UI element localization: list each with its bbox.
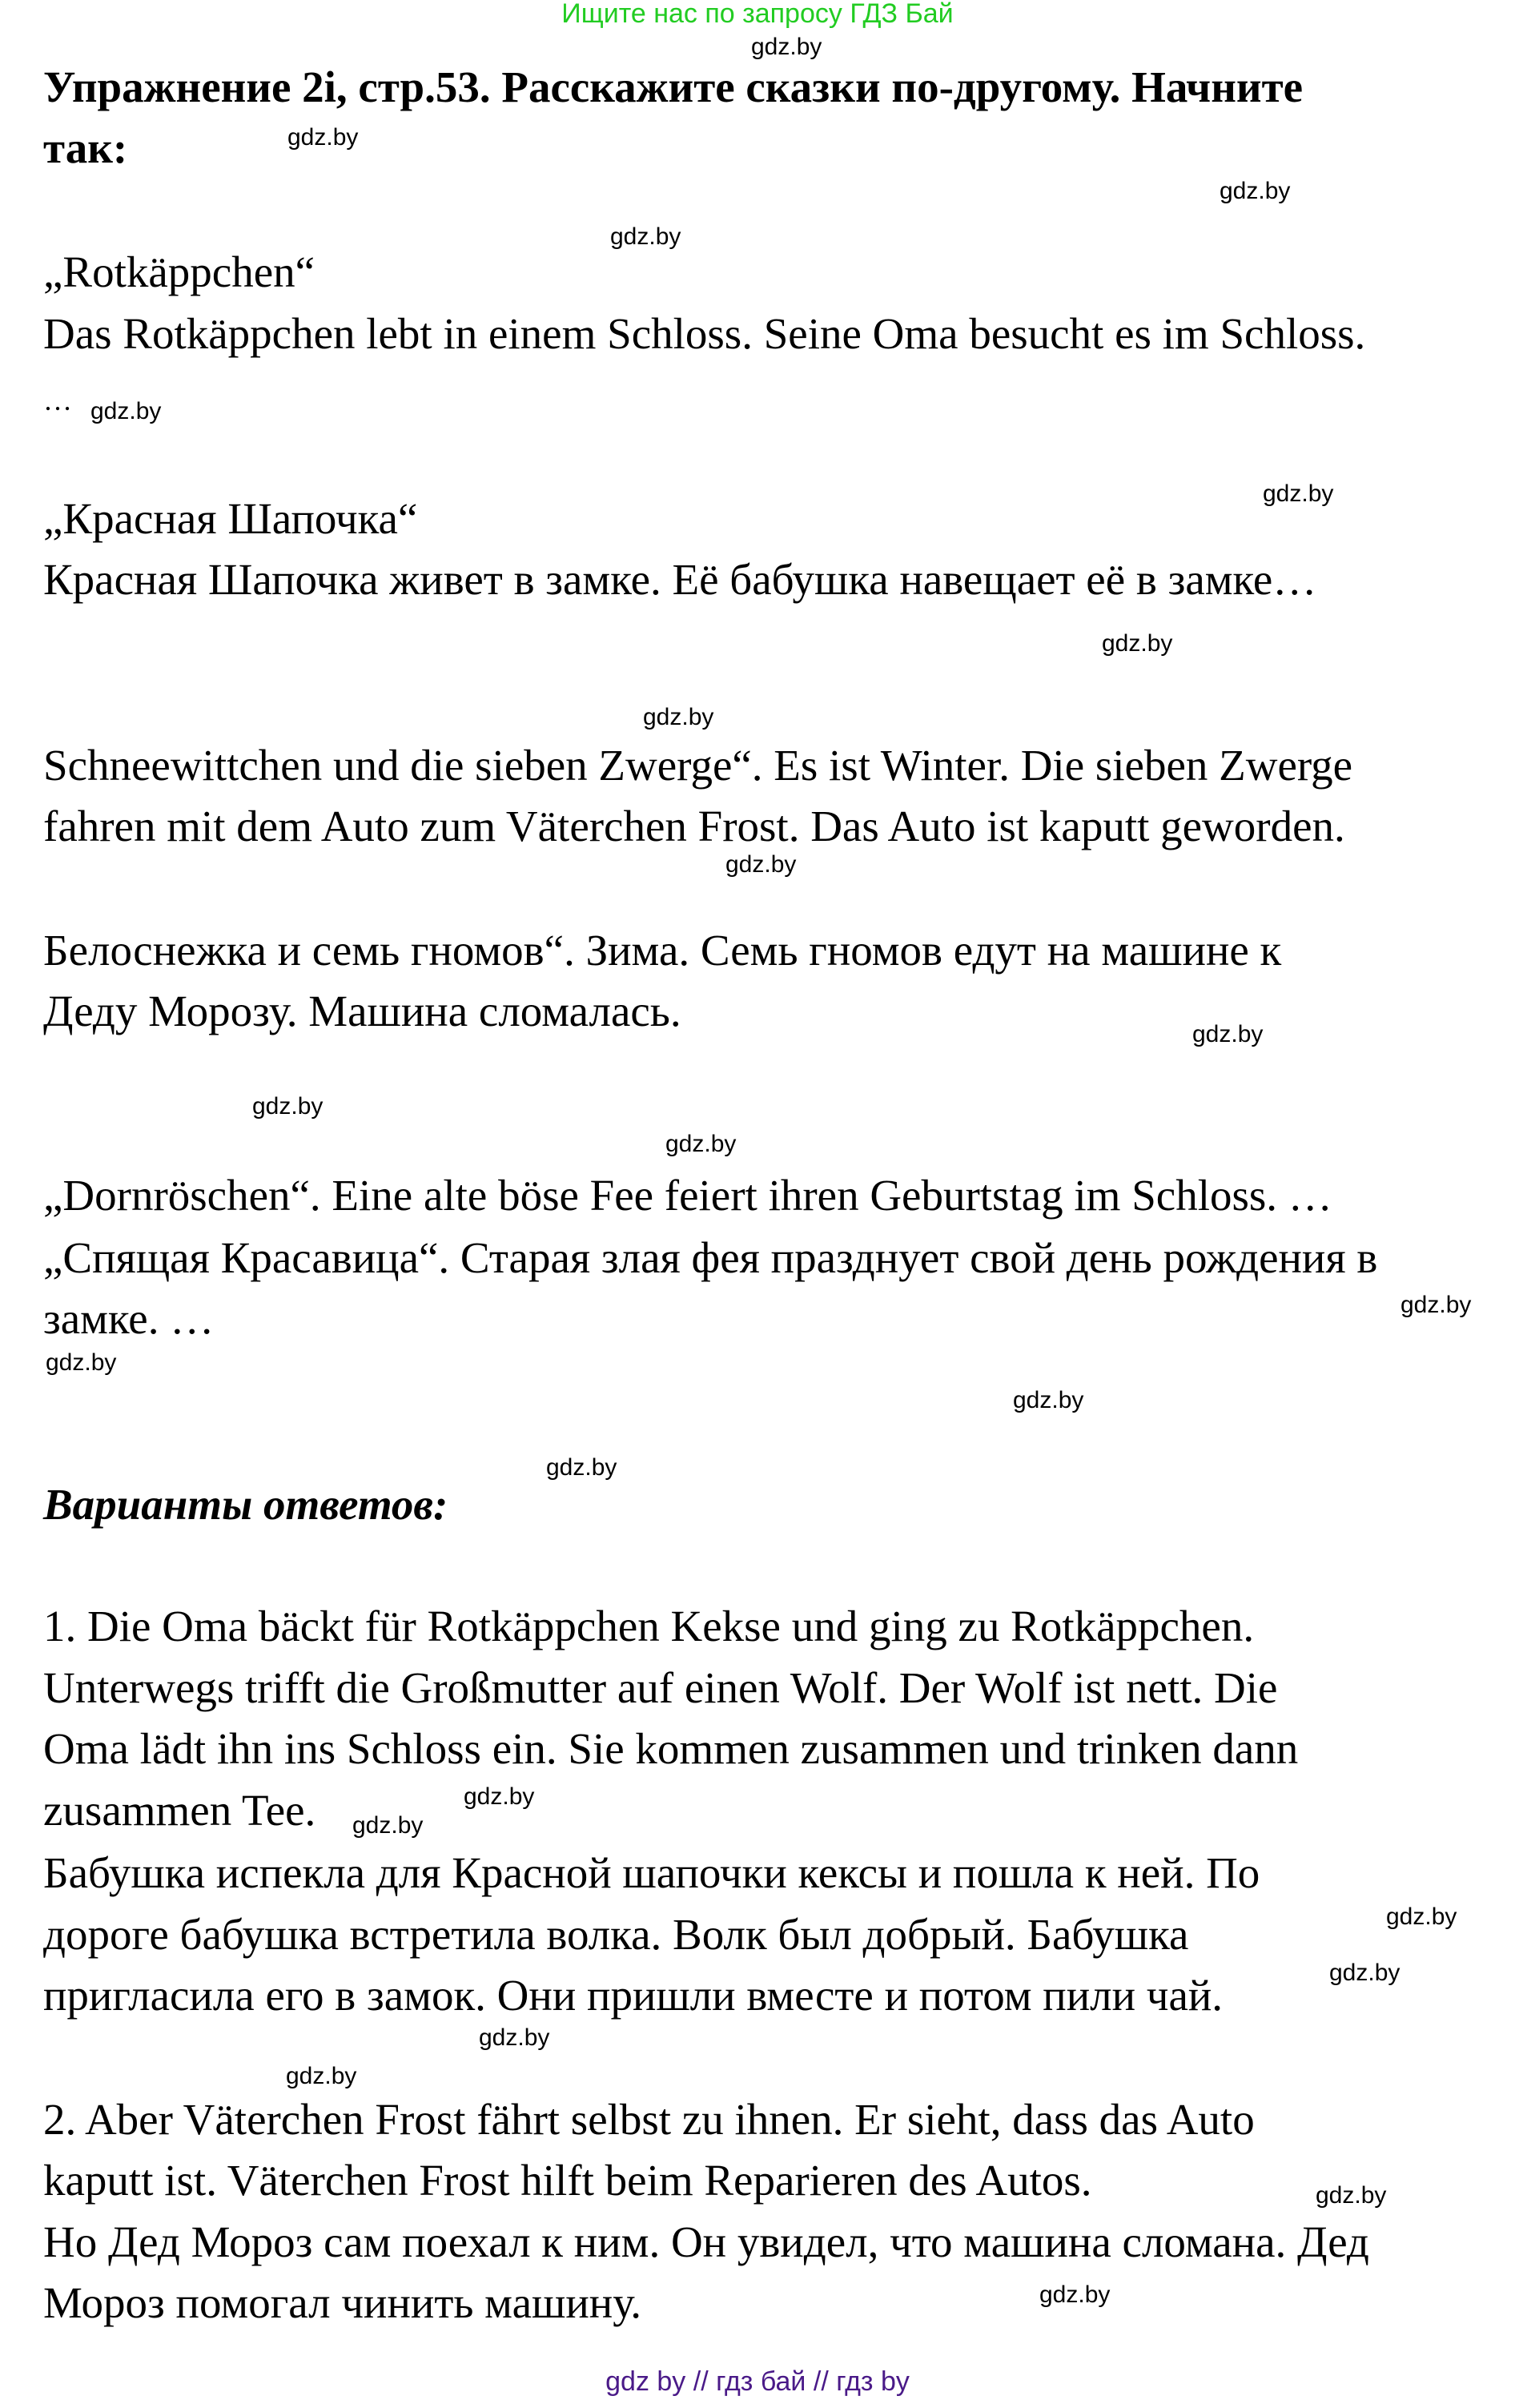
answer-line: 2. Aber Väterchen Frost fährt selbst zu ihnen. Er sieht, dass das Auto (43, 2095, 1255, 2144)
task-line: „Красная Шапочка“ (43, 494, 418, 543)
watermark: gdz.by (751, 34, 822, 60)
answer-line: дороге бабушка встретила волка. Волк был добрый. Бабушка (43, 1910, 1189, 1959)
watermark: gdz.by (287, 124, 359, 151)
watermark: gdz.by (286, 2063, 357, 2089)
task-line: Das Rotkäppchen lebt in einem Schloss. Seine Oma besucht es im Schloss. (43, 309, 1366, 358)
watermark: gdz.by (464, 1783, 535, 1810)
answer-line: kaputt ist. Väterchen Frost hilft beim Reparieren des Autos. (43, 2156, 1092, 2205)
watermark: gdz.by (1329, 1960, 1400, 1986)
watermark: gdz.by (725, 851, 797, 878)
task-line: … (43, 384, 72, 416)
watermark: gdz.by (1263, 480, 1334, 507)
answer-line: пригласила его в замок. Они пришли вместе и потом пили чай. (43, 1971, 1224, 2020)
task-line: Красная Шапочка живет в замке. Её бабушка навещает её в замке… (43, 555, 1317, 604)
watermark: gdz.by (546, 1454, 617, 1481)
answer-line: Oma lädt ihn ins Schloss ein. Sie kommen zusammen und trinken dann (43, 1724, 1299, 1773)
watermark: gdz.by (1039, 2281, 1111, 2308)
watermark: gdz.by (643, 704, 714, 730)
watermark: gdz.by (1192, 1021, 1264, 1047)
task-line: Schneewittchen und die sieben Zwerge“. Es ist Winter. Die sieben Zwerge (43, 741, 1353, 790)
task-line: „Спящая Красавица“. Старая злая фея празднует свой день рождения в (43, 1233, 1378, 1282)
exercise-title: так: (43, 123, 128, 172)
header-banner: Ищите нас по запросу ГДЗ Бай (561, 0, 954, 29)
task-line: Деду Морозу. Машина сломалась. (43, 987, 681, 1035)
watermark: gdz.by (352, 1812, 424, 1839)
watermark: gdz.by (479, 2024, 550, 2051)
answer-line: Мороз помогал чинить машину. (43, 2278, 641, 2327)
task-line: „Dornröschen“. Eine alte böse Fee feiert ihren Geburtstag im Schloss. … (43, 1171, 1332, 1220)
watermark: gdz.by (1013, 1387, 1084, 1413)
watermark: gdz.by (1386, 1903, 1457, 1930)
answer-line: zusammen Tee. (43, 1786, 316, 1835)
task-line: „Rotkäppchen“ (43, 247, 315, 296)
task-line: Белоснежка и семь гномов“. Зима. Семь гномов едут на машине к (43, 926, 1282, 975)
footer-links: gdz by // гдз бай // гдз by (605, 2366, 910, 2397)
watermark: gdz.by (90, 398, 162, 424)
watermark: gdz.by (252, 1093, 323, 1120)
answer-line: Но Дед Мороз сам поехал к ним. Он увидел, что машина сломана. Дед (43, 2217, 1369, 2266)
answer-line: 1. Die Oma bäckt für Rotkäppchen Kekse und ging zu Rotkäppchen. (43, 1602, 1255, 1650)
answers-heading: Варианты ответов: (43, 1480, 448, 1529)
answer-line: Unterwegs trifft die Großmutter auf einen Wolf. Der Wolf ist nett. Die (43, 1663, 1278, 1712)
watermark: gdz.by (610, 223, 681, 250)
watermark: gdz.by (665, 1131, 737, 1157)
watermark: gdz.by (1316, 2182, 1387, 2209)
task-line: замке. … (43, 1294, 215, 1343)
task-line: fahren mit dem Auto zum Väterchen Frost. Das Auto ist kaputt geworden. (43, 802, 1345, 850)
watermark: gdz.by (1102, 630, 1173, 657)
watermark: gdz.by (46, 1349, 117, 1376)
watermark: gdz.by (1400, 1292, 1472, 1318)
watermark: gdz.by (1220, 178, 1291, 204)
answer-line: Бабушка испекла для Красной шапочки кексы и пошла к ней. По (43, 1848, 1260, 1897)
exercise-title: Упражнение 2i, стр.53. Расскажите сказки по-другому. Начните (43, 62, 1304, 111)
